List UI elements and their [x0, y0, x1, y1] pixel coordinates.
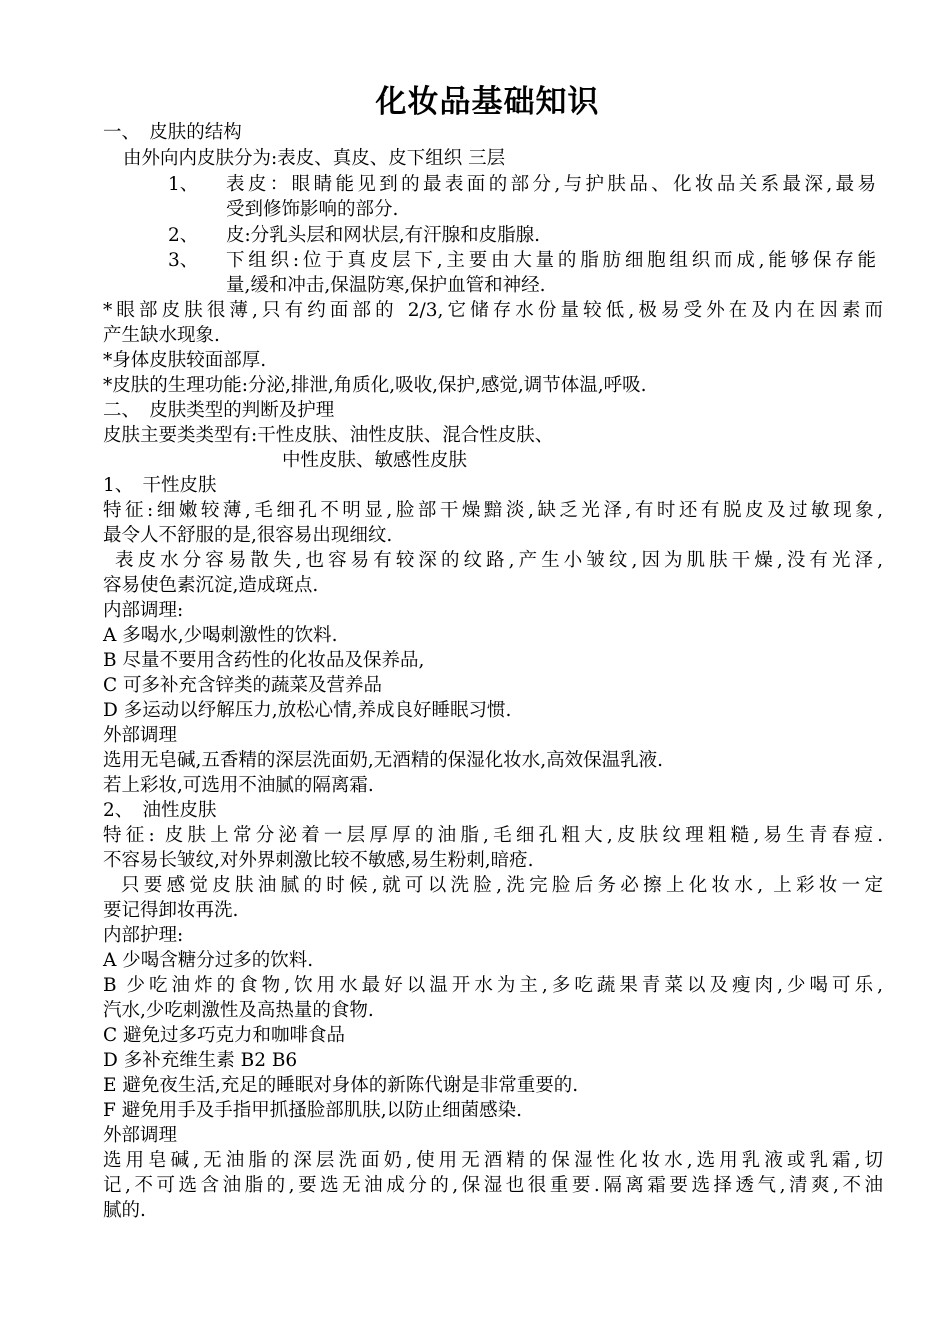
paragraph-line: 不容易长皱纹,对外界刺激比较不敏感,易生粉刺,暗疮. — [103, 850, 534, 871]
paragraph-line: 选用无皂碱,五香精的深层洗面奶,无酒精的保湿化妆水,高效保温乳液. — [103, 750, 664, 771]
list-number: 1、 — [168, 174, 199, 195]
subheading-line: 外部调理 — [103, 1125, 178, 1146]
paragraph-line: 最令人不舒服的是,很容易出现细纹. — [103, 525, 393, 546]
list-item: D 多补充维生素 B2 B6 — [103, 1050, 298, 1071]
list-item-text: 量,缓和冲击,保温防寒,保护血管和神经. — [226, 275, 546, 296]
subsection-heading: 1、 干性皮肤 — [103, 475, 217, 496]
section-heading: 二、 皮肤类型的判断及护理 — [103, 400, 335, 421]
paragraph-line: 只要感觉皮肤油腻的时候,就可以洗脸,洗完脸后务必擦上化妆水, 上彩妆一定 — [121, 875, 883, 896]
list-item-text: 皮:分乳头层和网状层,有汗腺和皮脂腺. — [226, 225, 540, 246]
subsection-heading: 2、 油性皮肤 — [103, 800, 217, 821]
paragraph-line: 要记得卸妆再洗. — [103, 900, 239, 921]
subheading-line: 外部调理 — [103, 725, 178, 746]
list-item: F 避免用手及手指甲抓搔脸部肌肤,以防止细菌感染. — [103, 1100, 522, 1121]
paragraph-line: 选用皂碱,无油脂的深层洗面奶,使用无酒精的保湿性化妆水,选用乳液或乳霜,切 — [103, 1150, 883, 1171]
list-item: 汽水,少吃刺激性及高热量的食物. — [103, 1000, 374, 1021]
list-item: E 避免夜生活,充足的睡眠对身体的新陈代谢是非常重要的. — [103, 1075, 579, 1096]
paragraph-line: 容易使色素沉淀,造成斑点. — [103, 575, 319, 596]
list-item: B 尽量不要用含药性的化妆品及保养品, — [103, 650, 425, 671]
document-title: 化妆品基础知识 — [375, 84, 600, 120]
paragraph-line: 若上彩妆,可选用不油腻的隔离霜. — [103, 775, 374, 796]
list-item: A 多喝水,少喝刺激性的饮料. — [103, 625, 338, 646]
list-item-text: 下组织:位于真皮层下,主要由大量的脂肪细胞组织而成,能够保存能 — [226, 250, 876, 271]
subheading-line: 内部调理: — [103, 600, 184, 621]
list-number: 2、 — [168, 225, 199, 246]
paragraph-line: 皮肤主要类类型有:干性皮肤、油性皮肤、混合性皮肤、 — [103, 425, 554, 446]
list-item: C 可多补充含锌类的蔬菜及营养品 — [103, 675, 383, 696]
list-item: B 少吃油炸的食物,饮用水最好以温开水为主,多吃蔬果青菜以及瘦肉,少喝可乐, — [103, 975, 883, 996]
paragraph-line: 记,不可选含油脂的,要选无油成分的,保湿也很重要.隔离霜要选择透气,清爽,不油 — [103, 1175, 883, 1196]
paragraph-line: 特征: 皮肤上常分泌着一层厚厚的油脂,毛细孔粗大,皮肤纹理粗糙,易生青春痘. — [103, 825, 883, 846]
list-item: D 多运动以纾解压力,放松心情,养成良好睡眠习惯. — [103, 700, 512, 721]
paragraph-line: 由外向内皮肤分为:表皮、真皮、皮下组织 三层 — [123, 148, 506, 169]
note-line: 产生缺水现象. — [103, 325, 220, 346]
paragraph-line: 腻的. — [103, 1200, 146, 1221]
paragraph-line: 表皮水分容易散失,也容易有较深的纹路,产生小皱纹,因为肌肤干燥,没有光泽, — [115, 550, 883, 571]
note-line: *身体皮肤较面部厚. — [103, 350, 267, 371]
list-item-text: 受到修饰影响的部分. — [226, 199, 399, 220]
section-heading: 一、 皮肤的结构 — [103, 122, 242, 143]
note-line: *眼部皮肤很薄,只有约面部的 2/3,它储存水份量较低,极易受外在及内在因素而 — [103, 300, 883, 321]
paragraph-line: 中性皮肤、敏感性皮肤 — [282, 450, 468, 471]
list-number: 3、 — [168, 250, 199, 271]
note-line: *皮肤的生理功能:分泌,排泄,角质化,吸收,保护,感觉,调节体温,呼吸. — [103, 375, 647, 396]
list-item: A 少喝含糖分过多的饮料. — [103, 950, 314, 971]
paragraph-line: 特征:细嫩较薄,毛细孔不明显,脸部干燥黯淡,缺乏光泽,有时还有脱皮及过敏现象, — [103, 500, 883, 521]
subheading-line: 内部护理: — [103, 925, 184, 946]
list-item: C 避免过多巧克力和咖啡食品 — [103, 1025, 346, 1046]
list-item-text: 表皮：眼睛能见到的最表面的部分,与护肤品、化妆品关系最深,最易 — [226, 174, 876, 195]
